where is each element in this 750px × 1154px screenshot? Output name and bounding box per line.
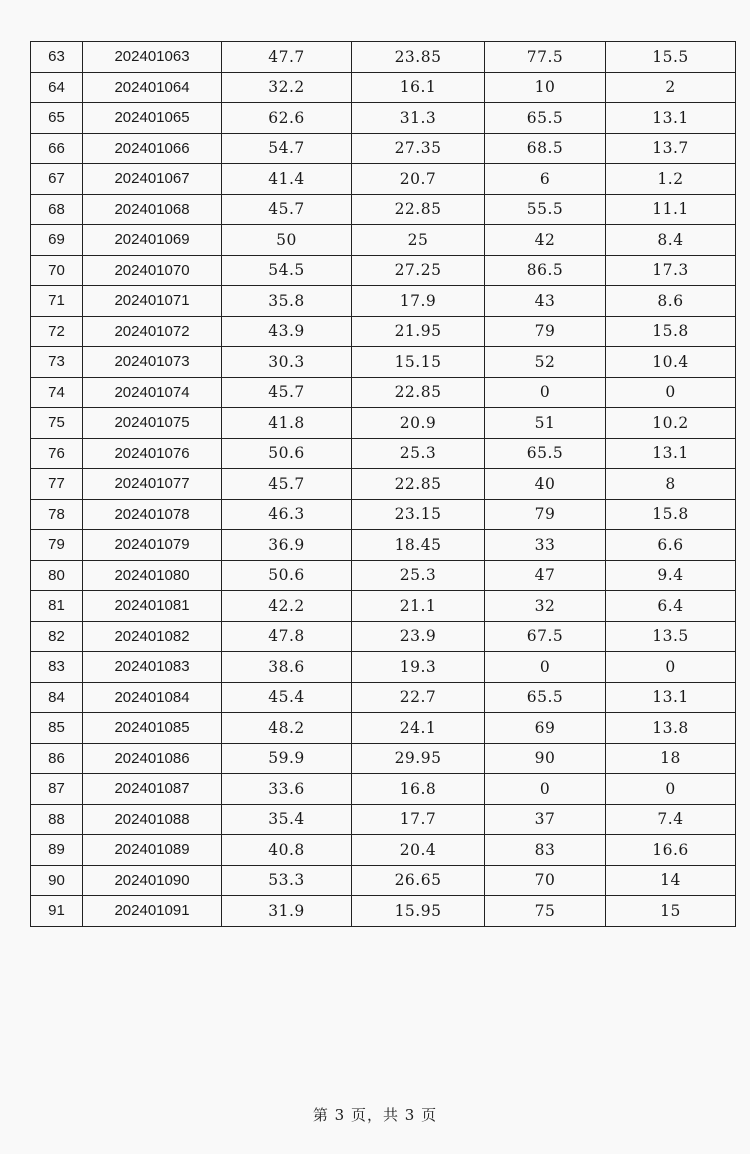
score-cell: 42.2 bbox=[222, 591, 352, 622]
table-row bbox=[31, 469, 736, 500]
table-row bbox=[31, 591, 736, 622]
student-id-cell: 202401080 bbox=[83, 560, 222, 591]
student-id-cell: 202401086 bbox=[83, 743, 222, 774]
score-cell: 26.65 bbox=[352, 865, 485, 896]
table-row bbox=[31, 164, 736, 195]
score-cell: 43.9 bbox=[222, 316, 352, 347]
row-number-cell: 76 bbox=[31, 438, 83, 469]
row-number-cell: 73 bbox=[31, 347, 83, 378]
score-cell: 79 bbox=[485, 316, 606, 347]
row-number-cell: 82 bbox=[31, 621, 83, 652]
score-cell: 43 bbox=[485, 286, 606, 317]
score-cell: 20.7 bbox=[352, 164, 485, 195]
table-row bbox=[31, 42, 736, 73]
table-row bbox=[31, 286, 736, 317]
table-row bbox=[31, 255, 736, 286]
row-number-cell: 83 bbox=[31, 652, 83, 683]
score-cell: 40 bbox=[485, 469, 606, 500]
score-cell: 52 bbox=[485, 347, 606, 378]
student-id-cell: 202401066 bbox=[83, 133, 222, 164]
score-cell: 46.3 bbox=[222, 499, 352, 530]
student-id-cell: 202401070 bbox=[83, 255, 222, 286]
score-cell: 10 bbox=[485, 72, 606, 103]
student-id-cell: 202401079 bbox=[83, 530, 222, 561]
score-cell: 79 bbox=[485, 499, 606, 530]
score-cell: 10.2 bbox=[606, 408, 736, 439]
score-cell: 45.7 bbox=[222, 469, 352, 500]
student-id-cell: 202401072 bbox=[83, 316, 222, 347]
score-cell: 86.5 bbox=[485, 255, 606, 286]
score-cell: 90 bbox=[485, 743, 606, 774]
score-cell: 10.4 bbox=[606, 347, 736, 378]
score-cell: 45.4 bbox=[222, 682, 352, 713]
table-row bbox=[31, 621, 736, 652]
row-number-cell: 77 bbox=[31, 469, 83, 500]
student-id-cell: 202401087 bbox=[83, 774, 222, 805]
student-id-cell: 202401076 bbox=[83, 438, 222, 469]
score-cell: 0 bbox=[606, 377, 736, 408]
score-cell: 55.5 bbox=[485, 194, 606, 225]
table-row bbox=[31, 835, 736, 866]
row-number-cell: 81 bbox=[31, 591, 83, 622]
score-cell: 0 bbox=[485, 652, 606, 683]
row-number-cell: 68 bbox=[31, 194, 83, 225]
table-row bbox=[31, 682, 736, 713]
row-number-cell: 70 bbox=[31, 255, 83, 286]
row-number-cell: 88 bbox=[31, 804, 83, 835]
table-row bbox=[31, 72, 736, 103]
score-cell: 37 bbox=[485, 804, 606, 835]
score-cell: 54.5 bbox=[222, 255, 352, 286]
score-cell: 23.85 bbox=[352, 42, 485, 73]
score-cell: 51 bbox=[485, 408, 606, 439]
score-cell: 23.15 bbox=[352, 499, 485, 530]
score-cell: 54.7 bbox=[222, 133, 352, 164]
student-id-cell: 202401068 bbox=[83, 194, 222, 225]
score-cell: 29.95 bbox=[352, 743, 485, 774]
row-number-cell: 75 bbox=[31, 408, 83, 439]
score-cell: 36.9 bbox=[222, 530, 352, 561]
score-cell: 13.1 bbox=[606, 438, 736, 469]
student-id-cell: 202401083 bbox=[83, 652, 222, 683]
table-row bbox=[31, 103, 736, 134]
table-row bbox=[31, 743, 736, 774]
row-number-cell: 84 bbox=[31, 682, 83, 713]
score-cell: 13.1 bbox=[606, 103, 736, 134]
score-cell: 8.4 bbox=[606, 225, 736, 256]
student-id-cell: 202401074 bbox=[83, 377, 222, 408]
score-cell: 59.9 bbox=[222, 743, 352, 774]
row-number-cell: 67 bbox=[31, 164, 83, 195]
score-cell: 33 bbox=[485, 530, 606, 561]
table-row bbox=[31, 560, 736, 591]
score-cell: 25.3 bbox=[352, 438, 485, 469]
score-cell: 13.1 bbox=[606, 682, 736, 713]
row-number-cell: 80 bbox=[31, 560, 83, 591]
row-number-cell: 64 bbox=[31, 72, 83, 103]
score-cell: 20.9 bbox=[352, 408, 485, 439]
score-cell: 16.6 bbox=[606, 835, 736, 866]
score-cell: 6 bbox=[485, 164, 606, 195]
row-number-cell: 66 bbox=[31, 133, 83, 164]
score-cell: 18 bbox=[606, 743, 736, 774]
score-cell: 15 bbox=[606, 896, 736, 927]
score-table bbox=[30, 41, 736, 927]
score-cell: 70 bbox=[485, 865, 606, 896]
student-id-cell: 202401067 bbox=[83, 164, 222, 195]
score-cell: 20.4 bbox=[352, 835, 485, 866]
row-number-cell: 65 bbox=[31, 103, 83, 134]
table-row bbox=[31, 774, 736, 805]
table-row bbox=[31, 499, 736, 530]
score-cell: 15.15 bbox=[352, 347, 485, 378]
score-cell: 8.6 bbox=[606, 286, 736, 317]
score-cell: 19.3 bbox=[352, 652, 485, 683]
score-cell: 23.9 bbox=[352, 621, 485, 652]
student-id-cell: 202401089 bbox=[83, 835, 222, 866]
score-cell: 1.2 bbox=[606, 164, 736, 195]
score-cell: 27.35 bbox=[352, 133, 485, 164]
score-cell: 13.8 bbox=[606, 713, 736, 744]
student-id-cell: 202401071 bbox=[83, 286, 222, 317]
score-cell: 41.4 bbox=[222, 164, 352, 195]
row-number-cell: 63 bbox=[31, 42, 83, 73]
student-id-cell: 202401090 bbox=[83, 865, 222, 896]
score-cell: 6.4 bbox=[606, 591, 736, 622]
student-id-cell: 202401064 bbox=[83, 72, 222, 103]
student-id-cell: 202401069 bbox=[83, 225, 222, 256]
score-cell: 9.4 bbox=[606, 560, 736, 591]
score-cell: 17.7 bbox=[352, 804, 485, 835]
score-cell: 17.3 bbox=[606, 255, 736, 286]
score-cell: 22.7 bbox=[352, 682, 485, 713]
score-cell: 16.8 bbox=[352, 774, 485, 805]
table-row bbox=[31, 316, 736, 347]
student-id-cell: 202401075 bbox=[83, 408, 222, 439]
row-number-cell: 74 bbox=[31, 377, 83, 408]
score-cell: 65.5 bbox=[485, 682, 606, 713]
score-cell: 16.1 bbox=[352, 72, 485, 103]
table-row bbox=[31, 225, 736, 256]
score-cell: 15.95 bbox=[352, 896, 485, 927]
score-cell: 13.5 bbox=[606, 621, 736, 652]
score-cell: 13.7 bbox=[606, 133, 736, 164]
score-cell: 0 bbox=[606, 652, 736, 683]
student-id-cell: 202401084 bbox=[83, 682, 222, 713]
score-cell: 48.2 bbox=[222, 713, 352, 744]
student-id-cell: 202401063 bbox=[83, 42, 222, 73]
score-cell: 6.6 bbox=[606, 530, 736, 561]
student-id-cell: 202401081 bbox=[83, 591, 222, 622]
score-cell: 22.85 bbox=[352, 377, 485, 408]
score-cell: 45.7 bbox=[222, 377, 352, 408]
row-number-cell: 85 bbox=[31, 713, 83, 744]
score-cell: 35.8 bbox=[222, 286, 352, 317]
student-id-cell: 202401078 bbox=[83, 499, 222, 530]
table-row bbox=[31, 133, 736, 164]
score-table-body bbox=[31, 42, 736, 927]
table-row bbox=[31, 713, 736, 744]
score-cell: 31.3 bbox=[352, 103, 485, 134]
score-cell: 38.6 bbox=[222, 652, 352, 683]
row-number-cell: 71 bbox=[31, 286, 83, 317]
student-id-cell: 202401091 bbox=[83, 896, 222, 927]
score-cell: 45.7 bbox=[222, 194, 352, 225]
score-cell: 22.85 bbox=[352, 469, 485, 500]
score-cell: 53.3 bbox=[222, 865, 352, 896]
row-number-cell: 89 bbox=[31, 835, 83, 866]
score-cell: 27.25 bbox=[352, 255, 485, 286]
score-cell: 68.5 bbox=[485, 133, 606, 164]
score-cell: 25.3 bbox=[352, 560, 485, 591]
score-cell: 67.5 bbox=[485, 621, 606, 652]
score-cell: 18.45 bbox=[352, 530, 485, 561]
score-cell: 83 bbox=[485, 835, 606, 866]
row-number-cell: 91 bbox=[31, 896, 83, 927]
score-cell: 33.6 bbox=[222, 774, 352, 805]
score-cell: 32 bbox=[485, 591, 606, 622]
score-cell: 32.2 bbox=[222, 72, 352, 103]
score-cell: 47.8 bbox=[222, 621, 352, 652]
score-cell: 75 bbox=[485, 896, 606, 927]
score-cell: 0 bbox=[606, 774, 736, 805]
score-cell: 50 bbox=[222, 225, 352, 256]
table-row bbox=[31, 804, 736, 835]
row-number-cell: 86 bbox=[31, 743, 83, 774]
table-row bbox=[31, 865, 736, 896]
student-id-cell: 202401082 bbox=[83, 621, 222, 652]
row-number-cell: 79 bbox=[31, 530, 83, 561]
score-cell: 11.1 bbox=[606, 194, 736, 225]
score-cell: 50.6 bbox=[222, 438, 352, 469]
score-cell: 62.6 bbox=[222, 103, 352, 134]
score-cell: 65.5 bbox=[485, 103, 606, 134]
score-cell: 15.5 bbox=[606, 42, 736, 73]
score-cell: 22.85 bbox=[352, 194, 485, 225]
score-cell: 69 bbox=[485, 713, 606, 744]
score-cell: 35.4 bbox=[222, 804, 352, 835]
student-id-cell: 202401077 bbox=[83, 469, 222, 500]
score-cell: 24.1 bbox=[352, 713, 485, 744]
score-cell: 47 bbox=[485, 560, 606, 591]
table-row bbox=[31, 652, 736, 683]
row-number-cell: 78 bbox=[31, 499, 83, 530]
score-cell: 0 bbox=[485, 774, 606, 805]
table-row bbox=[31, 377, 736, 408]
score-cell: 47.7 bbox=[222, 42, 352, 73]
score-cell: 21.1 bbox=[352, 591, 485, 622]
row-number-cell: 87 bbox=[31, 774, 83, 805]
page-footer: 第 3 页，共 3 页 bbox=[312, 1106, 438, 1124]
score-cell: 17.9 bbox=[352, 286, 485, 317]
student-id-cell: 202401065 bbox=[83, 103, 222, 134]
score-cell: 2 bbox=[606, 72, 736, 103]
score-cell: 65.5 bbox=[485, 438, 606, 469]
row-number-cell: 69 bbox=[31, 225, 83, 256]
score-cell: 15.8 bbox=[606, 316, 736, 347]
score-cell: 30.3 bbox=[222, 347, 352, 378]
score-cell: 25 bbox=[352, 225, 485, 256]
score-cell: 7.4 bbox=[606, 804, 736, 835]
student-id-cell: 202401088 bbox=[83, 804, 222, 835]
row-number-cell: 90 bbox=[31, 865, 83, 896]
score-cell: 8 bbox=[606, 469, 736, 500]
score-cell: 0 bbox=[485, 377, 606, 408]
table-row bbox=[31, 896, 736, 927]
score-cell: 31.9 bbox=[222, 896, 352, 927]
table-row bbox=[31, 438, 736, 469]
score-cell: 15.8 bbox=[606, 499, 736, 530]
score-cell: 21.95 bbox=[352, 316, 485, 347]
score-cell: 14 bbox=[606, 865, 736, 896]
table-row bbox=[31, 194, 736, 225]
table-row bbox=[31, 530, 736, 561]
table-row bbox=[31, 408, 736, 439]
score-cell: 40.8 bbox=[222, 835, 352, 866]
score-cell: 77.5 bbox=[485, 42, 606, 73]
table-row bbox=[31, 347, 736, 378]
score-cell: 50.6 bbox=[222, 560, 352, 591]
score-cell: 42 bbox=[485, 225, 606, 256]
row-number-cell: 72 bbox=[31, 316, 83, 347]
student-id-cell: 202401085 bbox=[83, 713, 222, 744]
score-cell: 41.8 bbox=[222, 408, 352, 439]
student-id-cell: 202401073 bbox=[83, 347, 222, 378]
